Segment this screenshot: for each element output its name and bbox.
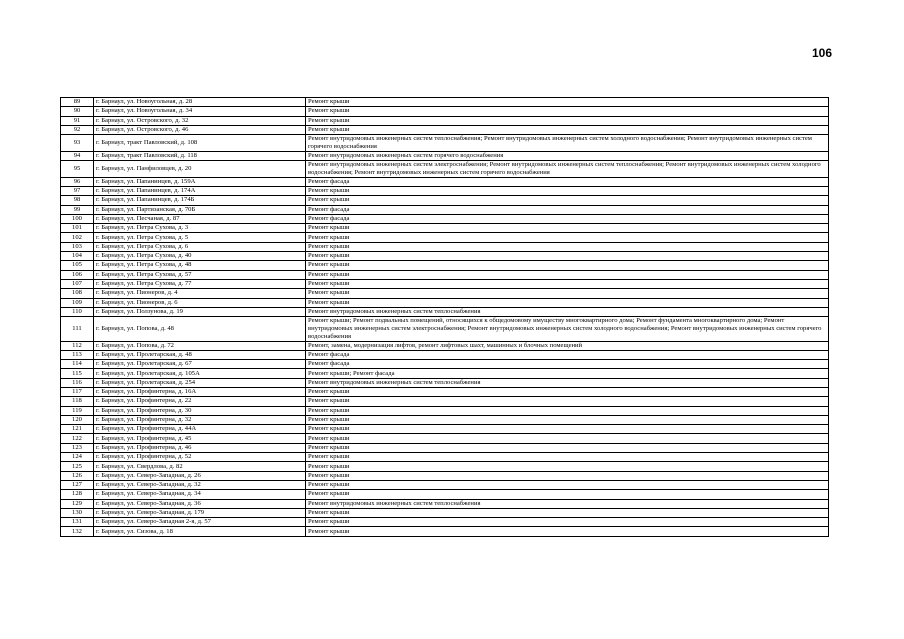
address-cell: г. Барнаул, ул. Пролетарская, д. 67 <box>94 360 306 369</box>
address-cell: г. Барнаул, ул. Профинтерна, д. 16А <box>94 388 306 397</box>
table-row <box>61 341 829 350</box>
table-row <box>61 116 829 125</box>
address-cell: г. Барнаул, ул. Профинтерна, д. 32 <box>94 415 306 424</box>
row-number-cell: 103 <box>61 242 94 251</box>
table-row <box>61 443 829 452</box>
address-cell: г. Барнаул, ул. Папанинцев, д. 159А <box>94 177 306 186</box>
work-type-cell: Ремонт крыши <box>306 406 829 415</box>
table-row <box>61 462 829 471</box>
table-row <box>61 151 829 160</box>
work-type-cell: Ремонт крыши <box>306 490 829 499</box>
work-type-cell: Ремонт крыши <box>306 443 829 452</box>
work-type-cell: Ремонт крыши <box>306 425 829 434</box>
row-number-cell: 100 <box>61 214 94 223</box>
address-cell: г. Барнаул, ул. Пролетарская, д. 48 <box>94 350 306 359</box>
work-type-cell: Ремонт крыши; Ремонт подвальных помещений, относящихся к общедомовому имуществу многоквартирного дома; Ремонт фундамента многоквартирного дома; Ремонт внутридомовых инженерных систем электроснабжения; Ремонт внутридомовых инженерных систем холодного водоснабжения; Ремонт внутридомовых инженерных систем горячего водоснабжения <box>306 317 829 341</box>
work-type-cell: Ремонт внутридомовых инженерных систем теплоснабжения; Ремонт внутридомовых инженерных систем холодного водоснабжения; Ремонт внутридомовых инженерных систем горячего водоснабжения <box>306 135 829 152</box>
work-type-cell: Ремонт крыши; Ремонт фасада <box>306 369 829 378</box>
address-cell: г. Барнаул, ул. Пионеров, д. 6 <box>94 298 306 307</box>
address-cell: г. Барнаул, ул. Северо-Западная, д. 36 <box>94 499 306 508</box>
row-number-cell: 127 <box>61 480 94 489</box>
address-cell: г. Барнаул, ул. Петра Сухова, д. 40 <box>94 252 306 261</box>
row-number-cell: 105 <box>61 261 94 270</box>
address-cell: г. Барнаул, ул. Северо-Западная, д. 179 <box>94 508 306 517</box>
address-cell: г. Барнаул, ул. Профинтерна, д. 44А <box>94 425 306 434</box>
row-number-cell: 109 <box>61 298 94 307</box>
work-type-cell: Ремонт внутридомовых инженерных систем теплоснабжения <box>306 499 829 508</box>
row-number-cell: 111 <box>61 317 94 341</box>
row-number-cell: 123 <box>61 443 94 452</box>
table-row <box>61 298 829 307</box>
table-row <box>61 490 829 499</box>
address-cell: г. Барнаул, ул. Петра Сухова, д. 3 <box>94 224 306 233</box>
table-row <box>61 252 829 261</box>
row-number-cell: 90 <box>61 107 94 116</box>
address-cell: г. Барнаул, ул. Северо-Западная, д. 34 <box>94 490 306 499</box>
table-row <box>61 307 829 316</box>
table-row <box>61 453 829 462</box>
row-number-cell: 94 <box>61 151 94 160</box>
address-cell: г. Барнаул, ул. Петра Сухова, д. 57 <box>94 270 306 279</box>
repair-table <box>60 97 829 537</box>
table-row <box>61 177 829 186</box>
table-row <box>61 397 829 406</box>
row-number-cell: 118 <box>61 397 94 406</box>
address-cell: г. Барнаул, ул. Островского, д. 32 <box>94 116 306 125</box>
row-number-cell: 106 <box>61 270 94 279</box>
row-number-cell: 116 <box>61 378 94 387</box>
row-number-cell: 101 <box>61 224 94 233</box>
table-row <box>61 369 829 378</box>
table-row <box>61 279 829 288</box>
work-type-cell: Ремонт внутридомовых инженерных систем горячего водоснабжения <box>306 151 829 160</box>
work-type-cell: Ремонт внутридомовых инженерных систем электроснабжения; Ремонт внутридомовых инженерных систем теплоснабжения; Ремонт внутридомовых инженерных систем холодного водоснабжения; Ремонт внутридомовых инженерных систем горячего водоснабжения <box>306 161 829 178</box>
work-type-cell: Ремонт крыши <box>306 480 829 489</box>
table-row <box>61 107 829 116</box>
row-number-cell: 112 <box>61 341 94 350</box>
table-row <box>61 508 829 517</box>
work-type-cell: Ремонт крыши <box>306 224 829 233</box>
table-row <box>61 270 829 279</box>
address-cell: г. Барнаул, ул. Островского, д. 46 <box>94 125 306 134</box>
row-number-cell: 102 <box>61 233 94 242</box>
work-type-cell: Ремонт крыши <box>306 233 829 242</box>
work-type-cell: Ремонт крыши <box>306 462 829 471</box>
row-number-cell: 130 <box>61 508 94 517</box>
work-type-cell: Ремонт фасада <box>306 177 829 186</box>
work-type-cell: Ремонт крыши <box>306 471 829 480</box>
row-number-cell: 128 <box>61 490 94 499</box>
work-type-cell: Ремонт крыши <box>306 125 829 134</box>
row-number-cell: 92 <box>61 125 94 134</box>
address-cell: г. Барнаул, тракт Павловский, д. 118 <box>94 151 306 160</box>
table-row <box>61 233 829 242</box>
row-number-cell: 125 <box>61 462 94 471</box>
address-cell: г. Барнаул, ул. Сизова, д. 18 <box>94 527 306 536</box>
address-cell: г. Барнаул, ул. Попова, д. 48 <box>94 317 306 341</box>
work-type-cell: Ремонт крыши <box>306 518 829 527</box>
table-row <box>61 406 829 415</box>
row-number-cell: 107 <box>61 279 94 288</box>
table-row <box>61 518 829 527</box>
table-row <box>61 161 829 178</box>
table-row <box>61 205 829 214</box>
row-number-cell: 121 <box>61 425 94 434</box>
work-type-cell: Ремонт фасада <box>306 350 829 359</box>
address-cell: г. Барнаул, ул. Профинтерна, д. 46 <box>94 443 306 452</box>
work-type-cell: Ремонт крыши <box>306 252 829 261</box>
page-number: 106 <box>812 46 833 60</box>
row-number-cell: 97 <box>61 186 94 195</box>
address-cell: г. Барнаул, ул. Северо-Западная 2-я, д. 57 <box>94 518 306 527</box>
work-type-cell: Ремонт крыши <box>306 107 829 116</box>
address-cell: г. Барнаул, ул. Попова, д. 72 <box>94 341 306 350</box>
repair-table-container <box>60 97 828 537</box>
address-cell: г. Барнаул, ул. Ползунова, д. 19 <box>94 307 306 316</box>
work-type-cell: Ремонт крыши <box>306 196 829 205</box>
row-number-cell: 110 <box>61 307 94 316</box>
row-number-cell: 120 <box>61 415 94 424</box>
table-row <box>61 242 829 251</box>
work-type-cell: Ремонт крыши <box>306 289 829 298</box>
address-cell: г. Барнаул, ул. Северо-Западная, д. 32 <box>94 480 306 489</box>
table-row <box>61 317 829 341</box>
row-number-cell: 113 <box>61 350 94 359</box>
work-type-cell: Ремонт крыши <box>306 186 829 195</box>
address-cell: г. Барнаул, ул. Пролетарская, д. 254 <box>94 378 306 387</box>
table-row <box>61 135 829 152</box>
address-cell: г. Барнаул, ул. Петра Сухова, д. 77 <box>94 279 306 288</box>
address-cell: г. Барнаул, ул. Петра Сухова, д. 6 <box>94 242 306 251</box>
address-cell: г. Барнаул, ул. Северо-Западная, д. 26 <box>94 471 306 480</box>
address-cell: г. Барнаул, ул. Панфиловцев, д. 20 <box>94 161 306 178</box>
work-type-cell: Ремонт, замена, модернизация лифтов, ремонт лифтовых шахт, машинных и блочных помещений <box>306 341 829 350</box>
row-number-cell: 119 <box>61 406 94 415</box>
address-cell: г. Барнаул, ул. Свердлова, д. 82 <box>94 462 306 471</box>
address-cell: г. Барнаул, ул. Профинтерна, д. 30 <box>94 406 306 415</box>
work-type-cell: Ремонт крыши <box>306 298 829 307</box>
work-type-cell: Ремонт фасада <box>306 205 829 214</box>
table-row <box>61 415 829 424</box>
table-row <box>61 434 829 443</box>
work-type-cell: Ремонт внутридомовых инженерных систем теплоснабжения <box>306 378 829 387</box>
row-number-cell: 95 <box>61 161 94 178</box>
work-type-cell: Ремонт крыши <box>306 388 829 397</box>
table-row <box>61 214 829 223</box>
repair-table-body <box>61 98 829 537</box>
work-type-cell: Ремонт крыши <box>306 242 829 251</box>
row-number-cell: 131 <box>61 518 94 527</box>
work-type-cell: Ремонт крыши <box>306 270 829 279</box>
work-type-cell: Ремонт крыши <box>306 508 829 517</box>
table-row <box>61 527 829 536</box>
address-cell: г. Барнаул, ул. Петра Сухова, д. 48 <box>94 261 306 270</box>
work-type-cell: Ремонт крыши <box>306 434 829 443</box>
work-type-cell: Ремонт крыши <box>306 453 829 462</box>
row-number-cell: 96 <box>61 177 94 186</box>
table-row <box>61 186 829 195</box>
table-row <box>61 378 829 387</box>
table-row <box>61 499 829 508</box>
work-type-cell: Ремонт крыши <box>306 279 829 288</box>
row-number-cell: 115 <box>61 369 94 378</box>
row-number-cell: 124 <box>61 453 94 462</box>
work-type-cell: Ремонт крыши <box>306 415 829 424</box>
address-cell: г. Барнаул, ул. Профинтерна, д. 22 <box>94 397 306 406</box>
address-cell: г. Барнаул, ул. Партизанская, д. 70Б <box>94 205 306 214</box>
work-type-cell: Ремонт крыши <box>306 397 829 406</box>
address-cell: г. Барнаул, ул. Профинтерна, д. 45 <box>94 434 306 443</box>
address-cell: г. Барнаул, ул. Профинтерна, д. 52 <box>94 453 306 462</box>
row-number-cell: 108 <box>61 289 94 298</box>
row-number-cell: 129 <box>61 499 94 508</box>
address-cell: г. Барнаул, ул. Папанинцев, д. 174Б <box>94 196 306 205</box>
row-number-cell: 91 <box>61 116 94 125</box>
row-number-cell: 114 <box>61 360 94 369</box>
row-number-cell: 104 <box>61 252 94 261</box>
work-type-cell: Ремонт фасада <box>306 214 829 223</box>
address-cell: г. Барнаул, ул. Петра Сухова, д. 5 <box>94 233 306 242</box>
table-row <box>61 350 829 359</box>
work-type-cell: Ремонт крыши <box>306 98 829 107</box>
address-cell: г. Барнаул, ул. Пролетарская, д. 105А <box>94 369 306 378</box>
row-number-cell: 122 <box>61 434 94 443</box>
table-row <box>61 125 829 134</box>
table-row <box>61 471 829 480</box>
row-number-cell: 93 <box>61 135 94 152</box>
work-type-cell: Ремонт внутридомовых инженерных систем теплоснабжения <box>306 307 829 316</box>
table-row <box>61 196 829 205</box>
address-cell: г. Барнаул, ул. Песчаная, д. 87 <box>94 214 306 223</box>
row-number-cell: 132 <box>61 527 94 536</box>
work-type-cell: Ремонт крыши <box>306 527 829 536</box>
table-row <box>61 360 829 369</box>
row-number-cell: 89 <box>61 98 94 107</box>
table-row <box>61 224 829 233</box>
row-number-cell: 117 <box>61 388 94 397</box>
address-cell: г. Барнаул, ул. Пионеров, д. 4 <box>94 289 306 298</box>
work-type-cell: Ремонт фасада <box>306 360 829 369</box>
row-number-cell: 98 <box>61 196 94 205</box>
address-cell: г. Барнаул, тракт Павловский, д. 108 <box>94 135 306 152</box>
table-row <box>61 388 829 397</box>
address-cell: г. Барнаул, ул. Новоугольная, д. 34 <box>94 107 306 116</box>
table-row <box>61 289 829 298</box>
work-type-cell: Ремонт крыши <box>306 116 829 125</box>
table-row <box>61 480 829 489</box>
address-cell: г. Барнаул, ул. Новоугольная, д. 28 <box>94 98 306 107</box>
work-type-cell: Ремонт крыши <box>306 261 829 270</box>
address-cell: г. Барнаул, ул. Папанинцев, д. 174А <box>94 186 306 195</box>
row-number-cell: 126 <box>61 471 94 480</box>
table-row <box>61 425 829 434</box>
table-row <box>61 261 829 270</box>
table-row <box>61 98 829 107</box>
row-number-cell: 99 <box>61 205 94 214</box>
